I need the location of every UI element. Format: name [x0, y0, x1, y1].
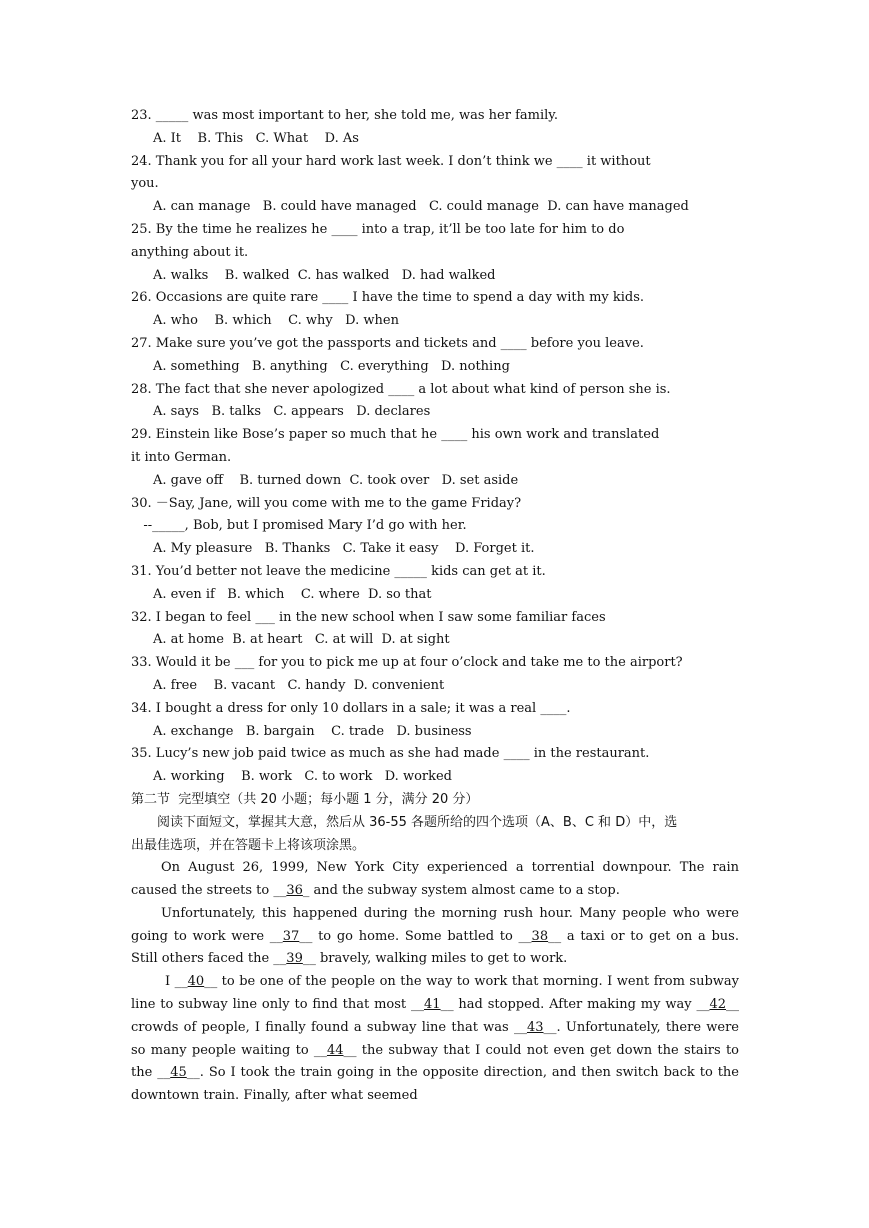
question-options: A. exchange B. bargain C. trade D. business [153, 723, 472, 739]
question-options: A. who B. which C. why D. when [153, 313, 399, 329]
passage-text: __ bravely, walking miles to get to work. [302, 951, 568, 967]
question-item [131, 151, 739, 219]
question-stem: 35. Lucy’s new job paid twice as much as she had made ____ in the restaurant. [131, 746, 650, 762]
question-stem: 23. _____ was most important to her, she told me, was her family. [131, 108, 559, 123]
question-options: A. It B. This C. What D. As [153, 130, 359, 146]
cloze-blank-number: 44 [326, 1042, 344, 1058]
passage-paragraph-3 [131, 971, 739, 1108]
question-options: A. walks B. walked C. has walked D. had walked [153, 267, 496, 283]
question-item [131, 561, 739, 607]
question-stem-cont: you. [131, 176, 159, 192]
passage-text: __ crowds of people, I finally found a subway line that was __ [131, 997, 739, 1035]
question-stem: 27. Make sure you’ve got the passports and tickets and ____ before you leave. [131, 335, 644, 351]
passage-text: __. So I took the train going in the opposite direction, and then switch back to the downtown train. Finally, after what seemed [131, 1065, 739, 1104]
passage-text: I __ [165, 974, 188, 990]
question-item [131, 698, 739, 744]
question-stem-cont: anything about it. [131, 244, 249, 260]
question-stem: 29. Einstein like Bose’s paper so much that he ____ his own work and translated [131, 427, 660, 443]
question-stem: 28. The fact that she never apologized ____ a lot about what kind of person she is. [131, 381, 671, 397]
question-options: A. free B. vacant C. handy D. convenient [153, 677, 445, 693]
question-item [131, 379, 739, 425]
question-item [131, 652, 739, 698]
question-options: A. gave off B. turned down C. took over D. set aside [153, 472, 519, 488]
question-options: A. says B. talks C. appears D. declares [153, 404, 431, 420]
question-options: A. can manage B. could have managed C. could manage D. can have managed [153, 199, 689, 215]
passage-paragraph-2 [131, 903, 739, 971]
question-stem: 32. I began to feel ___ in the new school when I saw some familiar faces [131, 609, 606, 625]
question-item [131, 105, 739, 151]
question-item [131, 424, 739, 492]
passage-paragraph-1 [131, 857, 739, 903]
question-stem-cont: it into German. [131, 449, 232, 465]
cloze-blank-number: 41 [424, 997, 441, 1013]
cloze-blank-number: 42 [709, 997, 726, 1013]
passage-text: __ to be one of the people on the way to work that morning. I went from subway line to subway line only to find that most __ [131, 974, 739, 1013]
question-stem: 24. Thank you for all your hard work last week. I don’t think we ____ it without [131, 153, 651, 169]
passage-text: Unfortunately, this happened during the morning rush hour. Many people who were going to work were __ [131, 905, 739, 944]
cloze-blank-number: 37 [282, 928, 300, 944]
passage-text: On August 26, 1999, New York City experienced a torrential downpour. The rain caused the streets to __ [131, 860, 739, 899]
cloze-blank-number: 45 [170, 1065, 187, 1081]
section-heading: 第二节 完型填空（共 20 小题；每小题 1 分，满分 20 分） [131, 791, 479, 807]
question-options: A. something B. anything C. everything D. nothing [153, 358, 510, 374]
cloze-blank-number: 43 [526, 1019, 544, 1035]
question-options: A. My pleasure B. Thanks C. Take it easy D. Forget it. [153, 541, 535, 557]
question-stem-cont: --_____, Bob, but I promised Mary I’d go with her. [131, 518, 467, 534]
question-item [131, 219, 739, 287]
exam-page [131, 105, 739, 1108]
passage-text: __ had stopped. After making my way __ [440, 997, 710, 1013]
question-stem: 34. I bought a dress for only 10 dollars in a sale; it was a real ____. [131, 700, 571, 716]
passage-text: __ a taxi or to get on a bus. Still others faced the __ [131, 928, 739, 967]
question-stem: 30. －Say, Jane, will you come with me to the game Friday? [131, 495, 522, 511]
question-item [131, 287, 739, 333]
passage-text: __ to go home. Some battled to __ [299, 928, 532, 944]
question-stem: 33. Would it be ___ for you to pick me up at four o’clock and take me to the airport? [131, 655, 683, 671]
question-list [131, 105, 739, 789]
cloze-blank-number: 38 [531, 928, 549, 944]
cloze-blank-number: 36 [286, 883, 303, 899]
question-item [131, 493, 739, 561]
passage-text: __ the subway that I could not even get down the stairs to the __ [131, 1042, 739, 1081]
passage-text: __. Unfortunately, there were so many people waiting to __ [131, 1019, 739, 1058]
question-item [131, 743, 739, 789]
section-instruction: 阅读下面短文，掌握其大意，然后从 36-55 各题所给的四个选项（A、B、C 和 D）中，选 [157, 814, 678, 830]
question-options: A. working B. work C. to work D. worked [153, 769, 452, 785]
cloze-blank-number: 40 [187, 974, 205, 990]
question-options: A. even if B. which C. where D. so that [153, 586, 432, 602]
question-item [131, 333, 739, 379]
question-stem: 25. By the time he realizes he ____ into a trap, it’ll be too late for him to do [131, 221, 625, 237]
section-instruction-cont: 出最佳选项，并在答题卡上将该项涂黑。 [131, 837, 366, 853]
question-stem: 31. You’d better not leave the medicine _____ kids can get at it. [131, 563, 546, 579]
question-item [131, 607, 739, 653]
question-options: A. at home B. at heart C. at will D. at sight [153, 632, 450, 648]
passage-text: _ and the subway system almost came to a stop. [302, 883, 620, 899]
cloze-blank-number: 39 [286, 951, 303, 967]
question-stem: 26. Occasions are quite rare ____ I have the time to spend a day with my kids. [131, 290, 645, 306]
